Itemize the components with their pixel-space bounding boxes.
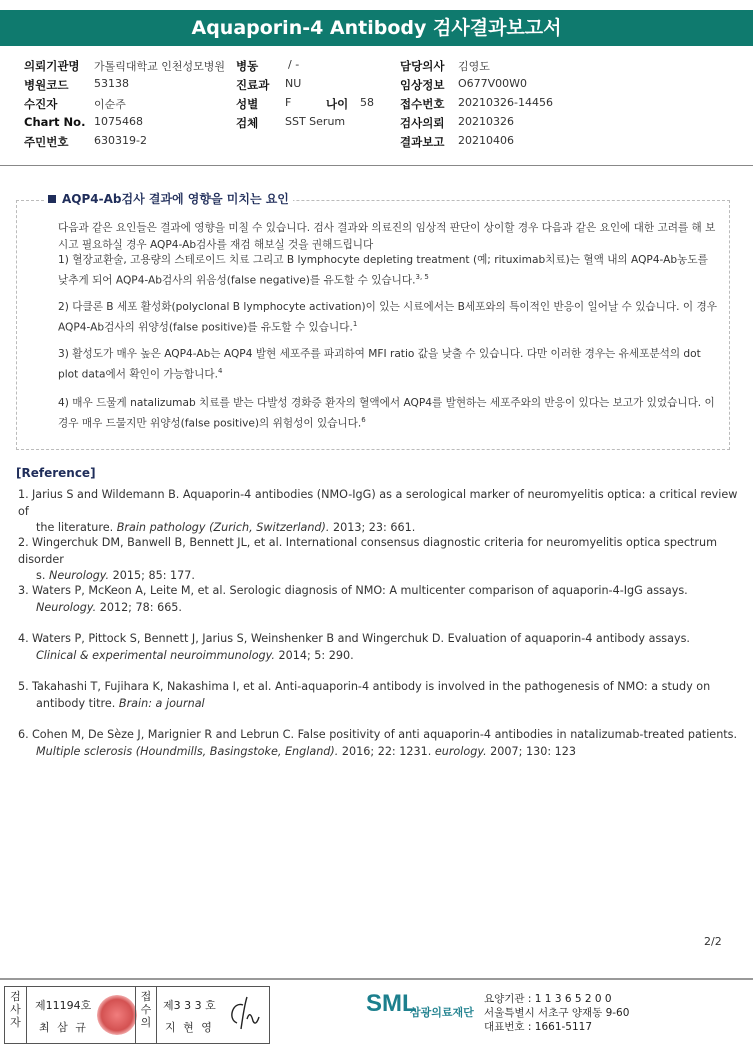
- reference-number: 4.: [18, 632, 29, 645]
- reference-item: [18, 631, 750, 664]
- header-label: 검사의뢰: [400, 116, 445, 130]
- factor-text: 2) 다클론 B 세포 활성화(polyclonal B lymphocyte activation)이 있는 시료에서는 B세포와의 특이적인 반응이 일어날 수 있습니다. 이 경우 AQP4-Ab검사의 위양성(false positive)를 유도할 수 있습니다.: [58, 301, 717, 334]
- factor-item: [58, 346, 718, 383]
- reference-citation: 2013; 23: 661.: [329, 521, 416, 534]
- intro-paragraph: 다음과 같은 요인들은 결과에 영향을 미칠 수 있습니다. 검사 결과와 의료진의 임상적 판단이 상이할 경우 다음과 같은 요인에 대한 고려를 해 보시고 필요하실 경우 AQP4-Ab검사를 재검 해보실 것을 권해드립니다: [58, 222, 716, 251]
- citation-sup: 1: [352, 319, 358, 328]
- header-value: 1075468: [94, 115, 143, 128]
- header-label: 나이: [326, 97, 349, 111]
- factor-item: [58, 252, 718, 289]
- reference-text: Cohen M, De Sèze J, Marignier R and Lebrun C. False positivity of anti aquaporin-4 antibodies in natalizumab-treated patients.: [32, 728, 738, 741]
- reference-text: Takahashi T, Fujihara K, Nakashima I, et al. Anti-aquaporin-4 antibody is involved in the pathogenesis of NMO: a study on: [32, 680, 711, 693]
- inspector-label: 검사자: [5, 987, 27, 1043]
- header-label: 검체: [236, 116, 259, 130]
- reference-number: 3.: [18, 584, 29, 597]
- factor-item: [58, 299, 718, 336]
- header-row: [0, 96, 753, 115]
- reference-text: Waters P, McKeon A, Leite M, et al. Serologic diagnosis of NMO: A multicenter comparison of aquaporin-4-IgG assays.: [32, 584, 688, 597]
- header-label: 병동: [236, 59, 259, 73]
- header-value: SST Serum: [285, 115, 346, 128]
- header-label: 수진자: [24, 97, 58, 111]
- header-value: 가톨릭대학교 인천성모병원: [94, 60, 226, 73]
- report-title: Aquaporin-4 Antibody 검사결과보고서: [0, 10, 753, 46]
- journal-name: Brain: a journal: [118, 696, 205, 710]
- journal-name: Clinical & experimental neuroimmunology.: [36, 648, 275, 662]
- reference-number: 6.: [18, 728, 29, 741]
- confirm-label: 접수의: [135, 987, 157, 1043]
- reference-text: antibody titre.: [36, 696, 119, 710]
- reference-number: 5.: [18, 680, 29, 693]
- reference-text: Jarius S and Wildemann B. Aquaporin-4 antibodies (NMO-IgG) as a serological marker of neuromyelitis optica: a critical review of: [18, 488, 738, 518]
- section-title: [44, 190, 293, 207]
- address-line: 서울특별시 서초구 양재동 9-60: [484, 1007, 630, 1019]
- header-row: [0, 77, 753, 96]
- header-label: 접수번호: [400, 97, 445, 111]
- header-value: / -: [288, 58, 300, 71]
- reference-citation: 2014; 5: 290.: [274, 648, 354, 662]
- journal-name: Brain pathology (Zurich, Switzerland).: [116, 521, 330, 534]
- header-row: [0, 58, 753, 77]
- reference-number: 2.: [18, 536, 29, 549]
- header-value: NU: [285, 77, 302, 90]
- header-value: 53138: [94, 77, 129, 90]
- header-value: 김영도: [458, 60, 490, 73]
- section-title-text: AQP4-Ab검사 결과에 영향을 미치는 요인: [62, 192, 289, 206]
- journal-name: Neurology.: [36, 600, 97, 614]
- reference-number: 1.: [18, 488, 29, 501]
- reference-text: s.: [36, 569, 49, 582]
- header-row: [0, 134, 753, 153]
- square-bullet-icon: [48, 195, 56, 203]
- factor-text: 3) 활성도가 매우 높은 AQP4-Ab는 AQP4 발현 세포주를 파괴하여 MFI ratio 값을 낮출 수 있습니다. 다만 이러한 경우는 유세포분석의 dot plot data에서 확인이 가능합니다.: [58, 348, 701, 381]
- factor-text: 4) 매우 드물게 natalizumab 치료를 받는 다발성 경화증 환자의 혈액에서 AQP4를 발현하는 세포주와의 반응이 있다는 보고가 있었습니다. 이 경우 매우 드물지만 위양성(false positive)의 위험성이 있습니다.: [58, 397, 715, 430]
- reference-item: [18, 487, 750, 537]
- reference-citation: 2007; 130: 123: [486, 744, 577, 758]
- confirm-number: 제3 3 3 호: [163, 999, 216, 1012]
- reference-text: Wingerchuk DM, Banwell B, Bennett JL, et al. International consensus diagnostic criteria for neuromyelitis optica spectrum disorder: [18, 536, 717, 566]
- citation-sup: 4: [217, 366, 223, 375]
- header-value: 630319-2: [94, 134, 147, 147]
- institution-info: [484, 992, 629, 1034]
- reference-text: Waters P, Pittock S, Bennett J, Jarius S, Weinshenker B and Wingerchuk D. Evaluation of aquaporin-4 antibody assays.: [32, 632, 690, 645]
- header-value: 20210326-14456: [458, 96, 553, 109]
- confirm-name: 지 현 영: [165, 1021, 214, 1034]
- reference-item: [18, 727, 750, 760]
- header-label: Chart No.: [24, 115, 86, 129]
- journal-name: Neurology.: [48, 569, 110, 582]
- inspector-name: 최 삼 규: [39, 1021, 88, 1034]
- header-value: 이순주: [94, 98, 126, 111]
- citation-sup: 3, 5: [415, 272, 429, 281]
- reference-citation: 2015; 85: 177.: [109, 569, 195, 582]
- header-value: 58: [360, 96, 374, 109]
- journal-name: eurology.: [434, 744, 487, 758]
- reference-text: the literature.: [36, 521, 117, 534]
- signature-box: [4, 986, 270, 1044]
- patient-info-header: [0, 50, 753, 166]
- seal-stamp-icon: [97, 995, 137, 1035]
- reference-citation: 2016; 22: 1231.: [338, 744, 435, 758]
- header-label: 병원코드: [24, 78, 69, 92]
- citation-sup: 6: [361, 415, 366, 424]
- reference-item: [18, 535, 750, 585]
- reference-citation: 2012; 78: 665.: [96, 600, 182, 614]
- inspector-number: 제11194호: [35, 999, 92, 1012]
- header-value: F: [285, 96, 292, 109]
- address-line: 대표번호 : 1661-5117: [484, 1021, 593, 1033]
- logo-subtitle: 삼광의료재단: [410, 1006, 474, 1019]
- header-label: 의뢰기관명: [24, 59, 80, 73]
- header-label: 진료과: [236, 78, 270, 92]
- header-row: [0, 115, 753, 134]
- header-value: O677V00W0: [458, 77, 528, 90]
- factor-text: 1) 혈장교환술, 고용량의 스테로이드 치료 그리고 B lymphocyte depleting treatment (예; rituximab치료)는 혈액 내의 AQP4-Ab농도를 낮추게 되어 AQP4-Ab검사의 위음성(false negative)를 유도할 수 있습니다.: [58, 254, 708, 287]
- signature-icon: [225, 993, 265, 1037]
- header-label: 주민번호: [24, 135, 69, 149]
- page-number: 2/2: [704, 935, 722, 948]
- header-label: 성별: [236, 97, 259, 111]
- footer: [0, 978, 753, 1048]
- reference-heading: [Reference]: [16, 466, 96, 480]
- header-value: 20210326: [458, 115, 514, 128]
- header-label: 담당의사: [400, 59, 445, 73]
- logo-text: SML: [366, 990, 417, 1017]
- address-line: 요양기관 : 1 1 3 6 5 2 0 0: [484, 993, 612, 1005]
- sml-logo: [366, 990, 474, 1019]
- reference-item: [18, 583, 750, 616]
- header-label: 결과보고: [400, 135, 445, 149]
- reference-item: [18, 679, 750, 712]
- factor-item: [58, 395, 718, 432]
- header-value: 20210406: [458, 134, 514, 147]
- header-label: 임상정보: [400, 78, 445, 92]
- journal-name: Multiple sclerosis (Houndmills, Basingstoke, England).: [36, 744, 339, 758]
